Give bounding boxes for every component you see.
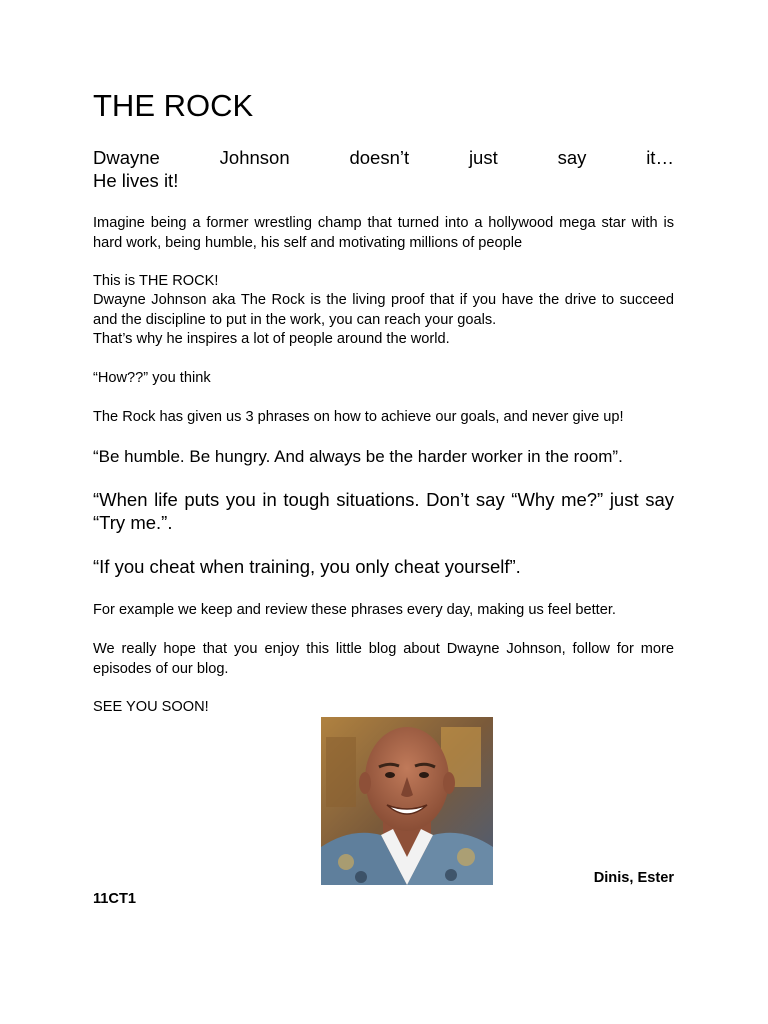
how-line: “How??” you think	[93, 370, 211, 386]
dwayne-johnson-photo	[321, 717, 493, 885]
inspires-line: That’s why he inspires a lot of people around the world.	[93, 331, 450, 347]
phrases-intro: The Rock has given us 3 phrases on how to achieve our goals, and never give up!	[93, 409, 624, 425]
subtitle-word: it…	[646, 147, 674, 168]
quote-2: “When life puts you in tough situations. Don’t say “Why me?” just say “Try me.”.	[93, 489, 674, 533]
see-you-line: SEE YOU SOON!	[93, 699, 209, 715]
intro-paragraph: Imagine being a former wrestling champ that turned into a hollywood mega star with is hard work, being humble, his self and motivating millions of people	[93, 215, 674, 251]
subtitle-line-1	[93, 146, 674, 169]
subtitle-word: Johnson	[219, 147, 290, 168]
subtitle-word: doesn’t	[349, 147, 410, 168]
authors: Dinis, Ester	[593, 870, 674, 886]
subtitle-word: just	[468, 147, 498, 168]
quote-1: “Be humble. Be hungry. And always be the harder worker in the room”.	[93, 447, 623, 466]
this-is-line: This is THE ROCK!	[93, 273, 219, 289]
quote-3: “If you cheat when training, you only cheat yourself”.	[93, 556, 521, 577]
example-paragraph: For example we keep and review these phrases every day, making us feel better.	[93, 602, 616, 618]
class-code: 11CT1	[93, 891, 136, 907]
proof-paragraph: Dwayne Johnson aka The Rock is the living proof that if you have the drive to succeed and the discipline to put in the work, you can reach your goals.	[93, 292, 674, 328]
portrait-illustration	[321, 717, 493, 885]
subtitle	[93, 146, 674, 192]
subtitle-word: Dwayne	[93, 147, 160, 168]
hope-paragraph: We really hope that you enjoy this little blog about Dwayne Johnson, follow for more episodes of our blog.	[93, 641, 674, 677]
page-title: THE ROCK	[93, 88, 254, 123]
subtitle-line-2: He lives it!	[93, 170, 179, 191]
subtitle-word: say	[557, 147, 587, 168]
